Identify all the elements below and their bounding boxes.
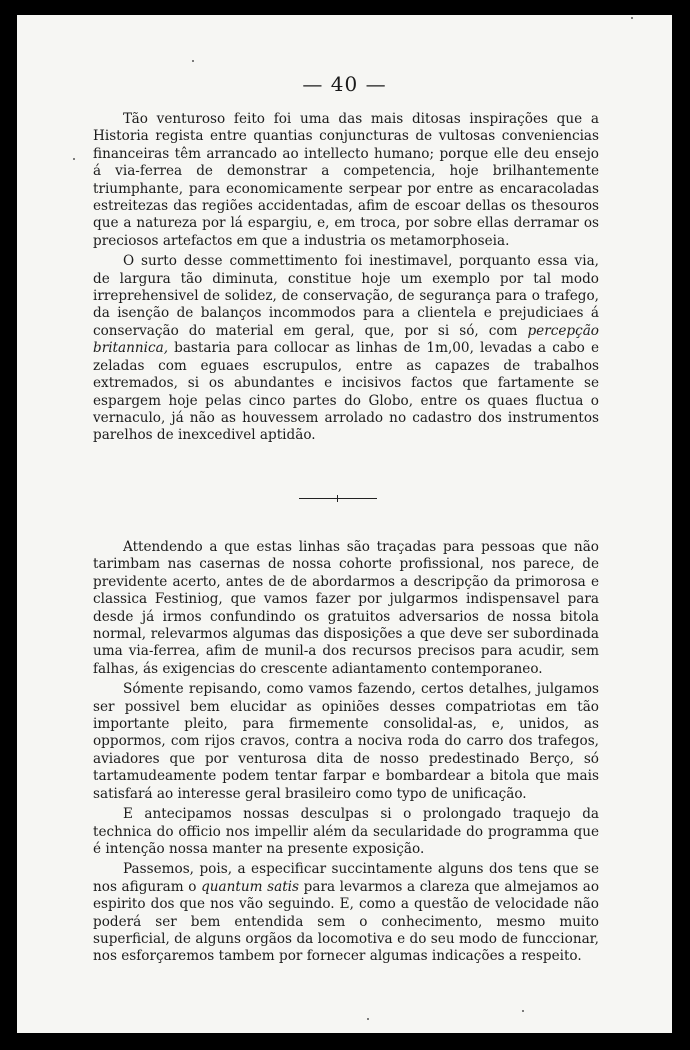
paragraph-text: para levarmos a clareza que almejamos ao espirito dos que nos vão seguindo. E, como a questão de velocidade não poderá ser bem entendida sem o conhecimento, mesmo muito superficial, de alguns orgãos da locomotiva e do seu modo de funccionar, nos esforçaremos tambem por fornecer algumas indicações a respeito.: [93, 878, 599, 965]
section-two: [93, 539, 599, 966]
paragraph-text: Passemos, pois, a especificar succintamente alguns dos tens que se nos afiguram o: [93, 861, 599, 895]
section-one: [93, 111, 599, 445]
paragraph-text: O surto desse commettimento foi inestimavel, porquanto essa via, de largura tão diminuta, constitue hoje um exemplo por tal modo irreprehensivel de solidez, de conservação, de segurança para o trafego, da isenção de balanços incommodos para a clientela e prejudiciaes á conservação do material em geral, que, por si só, com: [93, 253, 599, 339]
divider-ornament: [337, 495, 338, 502]
paragraph: [93, 253, 599, 444]
paragraph: Attendendo a que estas linhas são traçadas para pessoas que não tarimbam nas casernas de nossa cohorte profissional, nos parece, de previdente acerto, antes de de abordarmos a descripção da primorosa e classica Festiniog, que vamos fazer por julgarmos indispensavel para desde já irmos confundindo os gratuitos adversarios de nossa bitola normal, relevarmos algumas das disposições a que deve ser subordinada uma via-ferrea, afim de munil-a dos recursos precisos para acudir, sem falhas, ás exigencias do crescente adiantamento contemporaneo.: [93, 539, 599, 677]
paragraph: E antecipamos nossas desculpas si o prolongado traquejo da technica do officio nos impellir além da secularidade do programma que é intenção nossa manter na presente exposição.: [93, 806, 599, 857]
section-divider: [299, 494, 377, 504]
paragraph: [93, 861, 599, 965]
page-number: — 40 —: [302, 72, 387, 96]
italic-phrase: percepção britannica,: [93, 322, 599, 357]
document-page: [17, 15, 672, 1033]
paragraph: Sómente repisando, como vamos fazendo, certos detalhes, julgamos ser possivel bem elucidar as opiniões desses compatriotas em tão importante pleito, para firmemente consolidal-as, e, unidos, as oppormos, com rijos cravos, contra a nociva roda do carro dos trafegos, aviadores que por venturosa dita de nosso predestinado Berço, só tartamudeamente podem tentar farpar e bombardear a bitola que mais satisfará ao interesse geral brasileiro como typo de unificação.: [93, 681, 599, 802]
paragraph: Tão venturoso feito foi uma das mais ditosas inspirações que a Historia regista entre quantias conjuncturas de vultosas conveniencias financeiras têm arrancado ao intellecto humano; porque elle deu ensejo á via-ferrea de demonstrar a competencia, hoje brilhantemente triumphante, para economicamente serpear por entre as encaracoladas estreitezas das regiões accidentadas, afim de escoar dellas os thesouros que a natureza por lá espargiu, e, em troca, por sobre ellas derramar os preciosos artefactos em que a industria os metamorphoseia.: [93, 111, 599, 249]
paragraph-text: bastaria para collocar as linhas de 1m,00, levadas a cabo e zeladas com eguaes escrupulos, entre as capazes de trabalhos extremados, si os abundantes e incisivos factos que fartamente se espargem hoje pelas cinco partes do Globo, entre os quaes fluctua o vernaculo, já não as houvessem arrolado no cadastro dos instrumentos parelhos de inexcedivel aptidão.: [93, 340, 599, 444]
italic-phrase: quantum satis: [201, 878, 300, 895]
